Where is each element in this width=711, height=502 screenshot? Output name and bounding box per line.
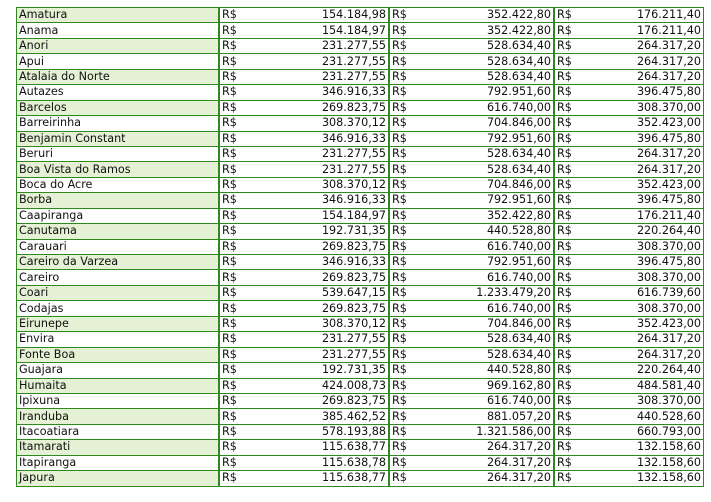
- currency-cell-3[interactable]: R$: [554, 455, 594, 470]
- value-cell-3[interactable]: 484.581,40: [594, 378, 704, 393]
- municipality-cell[interactable]: Fonte Boa: [17, 347, 220, 362]
- currency-cell-1[interactable]: R$: [219, 471, 259, 486]
- table-row: [17, 255, 704, 270]
- value-cell-1[interactable]: 308.370,12: [259, 116, 389, 131]
- table-row: [17, 193, 704, 208]
- table-body: [17, 8, 704, 487]
- currency-cell-2[interactable]: R$: [389, 23, 429, 38]
- value-cell-3[interactable]: 396.475,80: [594, 255, 704, 270]
- value-cell-2[interactable]: 352.422,80: [429, 208, 554, 223]
- currency-cell-3[interactable]: R$: [554, 162, 594, 177]
- table-row: [17, 208, 704, 223]
- municipality-cell[interactable]: Careiro: [17, 270, 220, 285]
- value-cell-3[interactable]: 220.264,40: [594, 224, 704, 239]
- municipality-cell[interactable]: Itapiranga: [17, 455, 220, 470]
- table-row: [17, 409, 704, 424]
- table-row: [17, 177, 704, 192]
- municipality-cell[interactable]: Benjamin Constant: [17, 131, 220, 146]
- currency-cell-3[interactable]: R$: [554, 8, 594, 23]
- value-cell-1[interactable]: 424.008,73: [259, 378, 389, 393]
- value-cell-2[interactable]: 969.162,80: [429, 378, 554, 393]
- value-cell-2[interactable]: 792.951,60: [429, 85, 554, 100]
- value-cell-2[interactable]: 704.846,00: [429, 316, 554, 331]
- municipality-cell[interactable]: Eirunepe: [17, 316, 220, 331]
- value-cell-3[interactable]: 396.475,80: [594, 193, 704, 208]
- currency-cell-1[interactable]: R$: [219, 285, 259, 300]
- value-cell-1[interactable]: 154.184,97: [259, 23, 389, 38]
- currency-cell-1[interactable]: R$: [219, 23, 259, 38]
- value-cell-3[interactable]: 176.211,40: [594, 23, 704, 38]
- currency-cell-1[interactable]: R$: [219, 131, 259, 146]
- currency-cell-2[interactable]: R$: [389, 116, 429, 131]
- value-cell-1[interactable]: 115.638,78: [259, 455, 389, 470]
- municipality-cell[interactable]: Codajas: [17, 301, 220, 316]
- municipality-cell[interactable]: Guajara: [17, 363, 220, 378]
- value-cell-2[interactable]: 352.422,80: [429, 23, 554, 38]
- currency-cell-2[interactable]: R$: [389, 208, 429, 223]
- value-cell-1[interactable]: 346.916,33: [259, 85, 389, 100]
- value-cell-3[interactable]: 308.370,00: [594, 301, 704, 316]
- value-cell-3[interactable]: 264.317,20: [594, 54, 704, 69]
- currency-cell-2[interactable]: R$: [389, 8, 429, 23]
- currency-cell-3[interactable]: R$: [554, 347, 594, 362]
- value-cell-2[interactable]: 792.951,60: [429, 131, 554, 146]
- currency-cell-3[interactable]: R$: [554, 116, 594, 131]
- currency-cell-3[interactable]: R$: [554, 177, 594, 192]
- value-cell-1[interactable]: 154.184,98: [259, 8, 389, 23]
- value-cell-2[interactable]: 528.634,40: [429, 146, 554, 161]
- currency-cell-2[interactable]: R$: [389, 69, 429, 84]
- value-cell-1[interactable]: 231.277,55: [259, 332, 389, 347]
- value-cell-1[interactable]: 115.638,77: [259, 440, 389, 455]
- value-cell-2[interactable]: 616.740,00: [429, 239, 554, 254]
- value-cell-2[interactable]: 704.846,00: [429, 177, 554, 192]
- value-cell-3[interactable]: 176.211,40: [594, 8, 704, 23]
- currency-cell-3[interactable]: R$: [554, 69, 594, 84]
- value-cell-3[interactable]: 396.475,80: [594, 85, 704, 100]
- currency-cell-3[interactable]: R$: [554, 440, 594, 455]
- table-row: [17, 224, 704, 239]
- value-cell-3[interactable]: 132.158,60: [594, 471, 704, 486]
- value-cell-1[interactable]: 231.277,55: [259, 69, 389, 84]
- municipality-values-table: [16, 7, 704, 487]
- currency-cell-3[interactable]: R$: [554, 239, 594, 254]
- value-cell-2[interactable]: 792.951,60: [429, 255, 554, 270]
- value-cell-2[interactable]: 528.634,40: [429, 38, 554, 53]
- currency-cell-2[interactable]: R$: [389, 332, 429, 347]
- value-cell-2[interactable]: 264.317,20: [429, 440, 554, 455]
- municipality-cell[interactable]: Boa Vista do Ramos: [17, 162, 220, 177]
- table-row: [17, 285, 704, 300]
- municipality-cell[interactable]: Caapiranga: [17, 208, 220, 223]
- currency-cell-2[interactable]: R$: [389, 177, 429, 192]
- value-cell-2[interactable]: 264.317,20: [429, 471, 554, 486]
- currency-cell-2[interactable]: R$: [389, 38, 429, 53]
- currency-cell-1[interactable]: R$: [219, 224, 259, 239]
- currency-cell-3[interactable]: R$: [554, 424, 594, 439]
- currency-cell-3[interactable]: R$: [554, 224, 594, 239]
- currency-cell-2[interactable]: R$: [389, 409, 429, 424]
- value-cell-3[interactable]: 220.264,40: [594, 363, 704, 378]
- value-cell-2[interactable]: 881.057,20: [429, 409, 554, 424]
- value-cell-2[interactable]: 616.740,00: [429, 393, 554, 408]
- value-cell-3[interactable]: 264.317,20: [594, 347, 704, 362]
- currency-cell-2[interactable]: R$: [389, 316, 429, 331]
- municipality-cell[interactable]: Barcelos: [17, 100, 220, 115]
- currency-cell-2[interactable]: R$: [389, 455, 429, 470]
- table-row: [17, 38, 704, 53]
- value-cell-1[interactable]: 269.823,75: [259, 100, 389, 115]
- value-cell-1[interactable]: 231.277,55: [259, 347, 389, 362]
- municipality-cell[interactable]: Atalaia do Norte: [17, 69, 220, 84]
- municipality-cell[interactable]: Envira: [17, 332, 220, 347]
- currency-cell-1[interactable]: R$: [219, 332, 259, 347]
- currency-cell-3[interactable]: R$: [554, 471, 594, 486]
- currency-cell-2[interactable]: R$: [389, 378, 429, 393]
- currency-cell-1[interactable]: R$: [219, 455, 259, 470]
- currency-cell-3[interactable]: R$: [554, 332, 594, 347]
- currency-cell-1[interactable]: R$: [219, 409, 259, 424]
- currency-cell-3[interactable]: R$: [554, 363, 594, 378]
- currency-cell-1[interactable]: R$: [219, 270, 259, 285]
- value-cell-3[interactable]: 352.423,00: [594, 177, 704, 192]
- table-row: [17, 162, 704, 177]
- currency-cell-3[interactable]: R$: [554, 208, 594, 223]
- value-cell-1[interactable]: 231.277,55: [259, 54, 389, 69]
- value-cell-1[interactable]: 154.184,97: [259, 208, 389, 223]
- currency-cell-3[interactable]: R$: [554, 23, 594, 38]
- value-cell-1[interactable]: 231.277,55: [259, 162, 389, 177]
- currency-cell-2[interactable]: R$: [389, 162, 429, 177]
- municipality-cell[interactable]: Coari: [17, 285, 220, 300]
- currency-cell-2[interactable]: R$: [389, 363, 429, 378]
- currency-cell-3[interactable]: R$: [554, 131, 594, 146]
- currency-cell-1[interactable]: R$: [219, 440, 259, 455]
- currency-cell-2[interactable]: R$: [389, 347, 429, 362]
- currency-cell-2[interactable]: R$: [389, 285, 429, 300]
- value-cell-1[interactable]: 346.916,33: [259, 131, 389, 146]
- currency-cell-2[interactable]: R$: [389, 424, 429, 439]
- value-cell-3[interactable]: 352.423,00: [594, 116, 704, 131]
- value-cell-2[interactable]: 616.740,00: [429, 301, 554, 316]
- value-cell-3[interactable]: 132.158,60: [594, 455, 704, 470]
- value-cell-3[interactable]: 308.370,00: [594, 270, 704, 285]
- currency-cell-3[interactable]: R$: [554, 393, 594, 408]
- currency-cell-2[interactable]: R$: [389, 131, 429, 146]
- currency-cell-1[interactable]: R$: [219, 193, 259, 208]
- currency-cell-2[interactable]: R$: [389, 301, 429, 316]
- value-cell-1[interactable]: 269.823,75: [259, 239, 389, 254]
- currency-cell-1[interactable]: R$: [219, 116, 259, 131]
- value-cell-3[interactable]: 616.739,60: [594, 285, 704, 300]
- value-cell-2[interactable]: 616.740,00: [429, 270, 554, 285]
- value-cell-2[interactable]: 1.233.479,20: [429, 285, 554, 300]
- municipality-cell[interactable]: Barreirinha: [17, 116, 220, 131]
- currency-cell-2[interactable]: R$: [389, 193, 429, 208]
- currency-cell-2[interactable]: R$: [389, 100, 429, 115]
- value-cell-1[interactable]: 578.193,88: [259, 424, 389, 439]
- currency-cell-3[interactable]: R$: [554, 285, 594, 300]
- currency-cell-1[interactable]: R$: [219, 208, 259, 223]
- currency-cell-2[interactable]: R$: [389, 146, 429, 161]
- value-cell-1[interactable]: 539.647,15: [259, 285, 389, 300]
- currency-cell-1[interactable]: R$: [219, 424, 259, 439]
- currency-cell-2[interactable]: R$: [389, 239, 429, 254]
- currency-cell-2[interactable]: R$: [389, 85, 429, 100]
- table-row: [17, 85, 704, 100]
- value-cell-2[interactable]: 528.634,40: [429, 332, 554, 347]
- municipality-cell[interactable]: Apui: [17, 54, 220, 69]
- municipality-cell[interactable]: Autazes: [17, 85, 220, 100]
- table-row: [17, 455, 704, 470]
- value-cell-3[interactable]: 308.370,00: [594, 393, 704, 408]
- municipality-cell[interactable]: Itamarati: [17, 440, 220, 455]
- value-cell-3[interactable]: 264.317,20: [594, 162, 704, 177]
- currency-cell-3[interactable]: R$: [554, 255, 594, 270]
- currency-cell-1[interactable]: R$: [219, 146, 259, 161]
- table-row: [17, 23, 704, 38]
- value-cell-3[interactable]: 264.317,20: [594, 69, 704, 84]
- currency-cell-1[interactable]: R$: [219, 363, 259, 378]
- value-cell-2[interactable]: 528.634,40: [429, 69, 554, 84]
- table-row: [17, 424, 704, 439]
- municipality-cell[interactable]: Japura: [17, 471, 220, 486]
- currency-cell-2[interactable]: R$: [389, 270, 429, 285]
- value-cell-2[interactable]: 704.846,00: [429, 116, 554, 131]
- value-cell-1[interactable]: 269.823,75: [259, 393, 389, 408]
- municipality-cell[interactable]: Amatura: [17, 8, 220, 23]
- value-cell-2[interactable]: 440.528,80: [429, 363, 554, 378]
- value-cell-2[interactable]: 1.321.586,00: [429, 424, 554, 439]
- value-cell-3[interactable]: 660.793,00: [594, 424, 704, 439]
- currency-cell-1[interactable]: R$: [219, 316, 259, 331]
- value-cell-1[interactable]: 385.462,52: [259, 409, 389, 424]
- table-row: [17, 270, 704, 285]
- table-row: [17, 378, 704, 393]
- value-cell-3[interactable]: 264.317,20: [594, 332, 704, 347]
- currency-cell-1[interactable]: R$: [219, 393, 259, 408]
- value-cell-3[interactable]: 308.370,00: [594, 239, 704, 254]
- municipality-cell[interactable]: Iranduba: [17, 409, 220, 424]
- currency-cell-1[interactable]: R$: [219, 347, 259, 362]
- municipality-cell[interactable]: Carauari: [17, 239, 220, 254]
- value-cell-1[interactable]: 308.370,12: [259, 177, 389, 192]
- currency-cell-1[interactable]: R$: [219, 8, 259, 23]
- currency-cell-2[interactable]: R$: [389, 54, 429, 69]
- value-cell-2[interactable]: 528.634,40: [429, 162, 554, 177]
- table-row: [17, 332, 704, 347]
- value-cell-3[interactable]: 132.158,60: [594, 440, 704, 455]
- table-row: [17, 8, 704, 23]
- value-cell-1[interactable]: 192.731,35: [259, 224, 389, 239]
- table-row: [17, 471, 704, 486]
- value-cell-2[interactable]: 264.317,20: [429, 455, 554, 470]
- municipality-cell[interactable]: Boca do Acre: [17, 177, 220, 192]
- currency-cell-3[interactable]: R$: [554, 270, 594, 285]
- value-cell-2[interactable]: 440.528,80: [429, 224, 554, 239]
- table-row: [17, 440, 704, 455]
- value-cell-1[interactable]: 192.731,35: [259, 363, 389, 378]
- municipality-cell[interactable]: Beruri: [17, 146, 220, 161]
- value-cell-1[interactable]: 269.823,75: [259, 270, 389, 285]
- currency-cell-3[interactable]: R$: [554, 193, 594, 208]
- table-row: [17, 100, 704, 115]
- currency-cell-1[interactable]: R$: [219, 38, 259, 53]
- table-row: [17, 146, 704, 161]
- currency-cell-3[interactable]: R$: [554, 316, 594, 331]
- currency-cell-3[interactable]: R$: [554, 38, 594, 53]
- value-cell-2[interactable]: 616.740,00: [429, 100, 554, 115]
- currency-cell-2[interactable]: R$: [389, 255, 429, 270]
- municipality-cell[interactable]: Itacoatiara: [17, 424, 220, 439]
- value-cell-3[interactable]: 264.317,20: [594, 38, 704, 53]
- value-cell-3[interactable]: 264.317,20: [594, 146, 704, 161]
- value-cell-1[interactable]: 269.823,75: [259, 301, 389, 316]
- value-cell-2[interactable]: 528.634,40: [429, 347, 554, 362]
- table-row: [17, 301, 704, 316]
- municipality-cell[interactable]: Anori: [17, 38, 220, 53]
- currency-cell-2[interactable]: R$: [389, 224, 429, 239]
- value-cell-1[interactable]: 115.638,77: [259, 471, 389, 486]
- currency-cell-2[interactable]: R$: [389, 440, 429, 455]
- value-cell-1[interactable]: 231.277,55: [259, 38, 389, 53]
- table-row: [17, 131, 704, 146]
- value-cell-3[interactable]: 308.370,00: [594, 100, 704, 115]
- currency-cell-3[interactable]: R$: [554, 146, 594, 161]
- currency-cell-1[interactable]: R$: [219, 239, 259, 254]
- table-row: [17, 69, 704, 84]
- currency-cell-1[interactable]: R$: [219, 378, 259, 393]
- table-row: [17, 347, 704, 362]
- municipality-cell[interactable]: Humaita: [17, 378, 220, 393]
- value-cell-1[interactable]: 346.916,33: [259, 193, 389, 208]
- currency-cell-2[interactable]: R$: [389, 471, 429, 486]
- currency-cell-1[interactable]: R$: [219, 177, 259, 192]
- value-cell-1[interactable]: 308.370,12: [259, 316, 389, 331]
- currency-cell-3[interactable]: R$: [554, 409, 594, 424]
- table-row: [17, 363, 704, 378]
- currency-cell-1[interactable]: R$: [219, 100, 259, 115]
- value-cell-3[interactable]: 352.423,00: [594, 316, 704, 331]
- municipality-cell[interactable]: Canutama: [17, 224, 220, 239]
- currency-cell-1[interactable]: R$: [219, 85, 259, 100]
- currency-cell-1[interactable]: R$: [219, 301, 259, 316]
- value-cell-2[interactable]: 792.951,60: [429, 193, 554, 208]
- currency-cell-1[interactable]: R$: [219, 255, 259, 270]
- currency-cell-3[interactable]: R$: [554, 85, 594, 100]
- value-cell-1[interactable]: 346.916,33: [259, 255, 389, 270]
- table-row: [17, 116, 704, 131]
- currency-cell-1[interactable]: R$: [219, 162, 259, 177]
- table-row: [17, 393, 704, 408]
- table-row: [17, 239, 704, 254]
- currency-cell-1[interactable]: R$: [219, 69, 259, 84]
- value-cell-3[interactable]: 440.528,60: [594, 409, 704, 424]
- municipality-cell[interactable]: Anama: [17, 23, 220, 38]
- currency-cell-3[interactable]: R$: [554, 378, 594, 393]
- value-cell-2[interactable]: 352.422,80: [429, 8, 554, 23]
- currency-cell-3[interactable]: R$: [554, 100, 594, 115]
- currency-cell-3[interactable]: R$: [554, 301, 594, 316]
- value-cell-1[interactable]: 231.277,55: [259, 146, 389, 161]
- municipality-cell[interactable]: Borba: [17, 193, 220, 208]
- value-cell-3[interactable]: 396.475,80: [594, 131, 704, 146]
- table-row: [17, 54, 704, 69]
- municipality-cell[interactable]: Careiro da Varzea: [17, 255, 220, 270]
- value-cell-3[interactable]: 176.211,40: [594, 208, 704, 223]
- currency-cell-2[interactable]: R$: [389, 393, 429, 408]
- table-row: [17, 316, 704, 331]
- municipality-cell[interactable]: Ipixuna: [17, 393, 220, 408]
- currency-cell-1[interactable]: R$: [219, 54, 259, 69]
- value-cell-2[interactable]: 528.634,40: [429, 54, 554, 69]
- currency-cell-3[interactable]: R$: [554, 54, 594, 69]
